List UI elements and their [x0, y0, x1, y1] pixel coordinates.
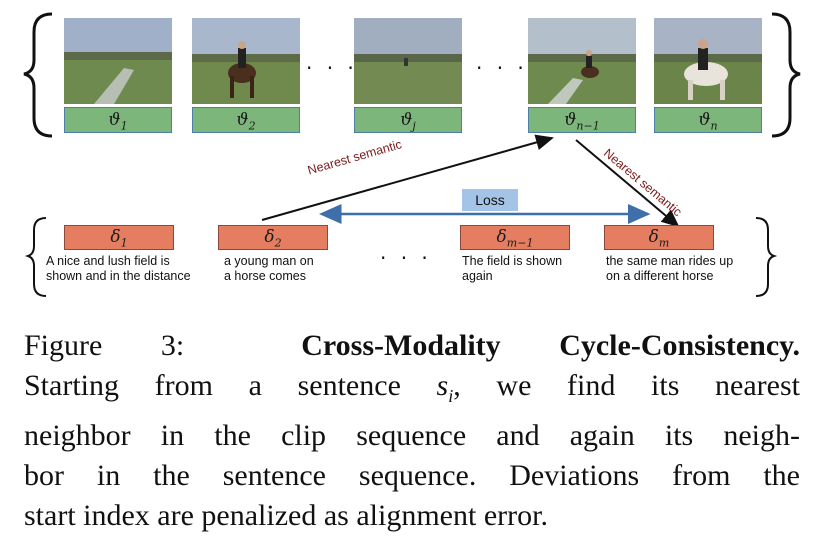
video-frame-1 [64, 18, 172, 104]
frame-label-2: $ϑ_2$ [192, 107, 300, 133]
figure-caption [24, 326, 800, 536]
frame-label-j: $ϑ_j$ [354, 107, 462, 133]
sentence-4: the same man rides up on a different horse [606, 254, 734, 283]
caption-line-5: start index are penalized as alignment error. [24, 499, 548, 532]
bottom-right-brace [756, 218, 774, 296]
bottom-left-brace [28, 218, 46, 296]
loss-label: Loss [462, 189, 518, 211]
sentence-label-m-1: $\delta_{m-1}$ [460, 225, 570, 250]
ellipsis-top-2: · · · [476, 56, 528, 80]
nearest-semantic-label-right: Nearest semantic [601, 146, 685, 220]
ellipsis-top-1: · · · [306, 56, 358, 80]
video-frame-2 [192, 18, 300, 104]
sentence-label-2: $\delta_2$ [218, 225, 328, 250]
ellipsis-bottom: · · · [380, 246, 432, 270]
caption-line-1: Figure 3: Cross-Modality Cycle-Consistency. [24, 329, 800, 362]
video-frame-n-1 [528, 18, 636, 104]
video-frame-n [654, 18, 762, 104]
video-frame-j [354, 18, 462, 104]
sentence-3: The field is shown again [462, 254, 563, 283]
frame-label-1: $ϑ_1$ [64, 107, 172, 133]
sentence-label-1: $\delta_1$ [64, 225, 174, 250]
frame-label-n-1: $ϑ_{n-1}$ [528, 107, 636, 133]
top-right-brace [772, 14, 800, 136]
nearest-semantic-label-left: Nearest semantic [306, 137, 404, 178]
caption-line-2: Starting from a sentence $s_i$, we find its nearest [24, 369, 800, 406]
top-left-brace [24, 14, 52, 136]
caption-line-3: neighbor in the clip sequence and again its neigh- [24, 419, 800, 452]
sentence-1: A nice and lush field is shown and in the distance [46, 254, 191, 283]
sentence-2: a young man on a horse comes [224, 254, 314, 283]
caption-line-4: bor in the sentence sequence. Deviations from the [24, 459, 800, 492]
sentence-label-m: $\delta_m$ [604, 225, 714, 250]
frame-label-n: $ϑ_n$ [654, 107, 762, 133]
